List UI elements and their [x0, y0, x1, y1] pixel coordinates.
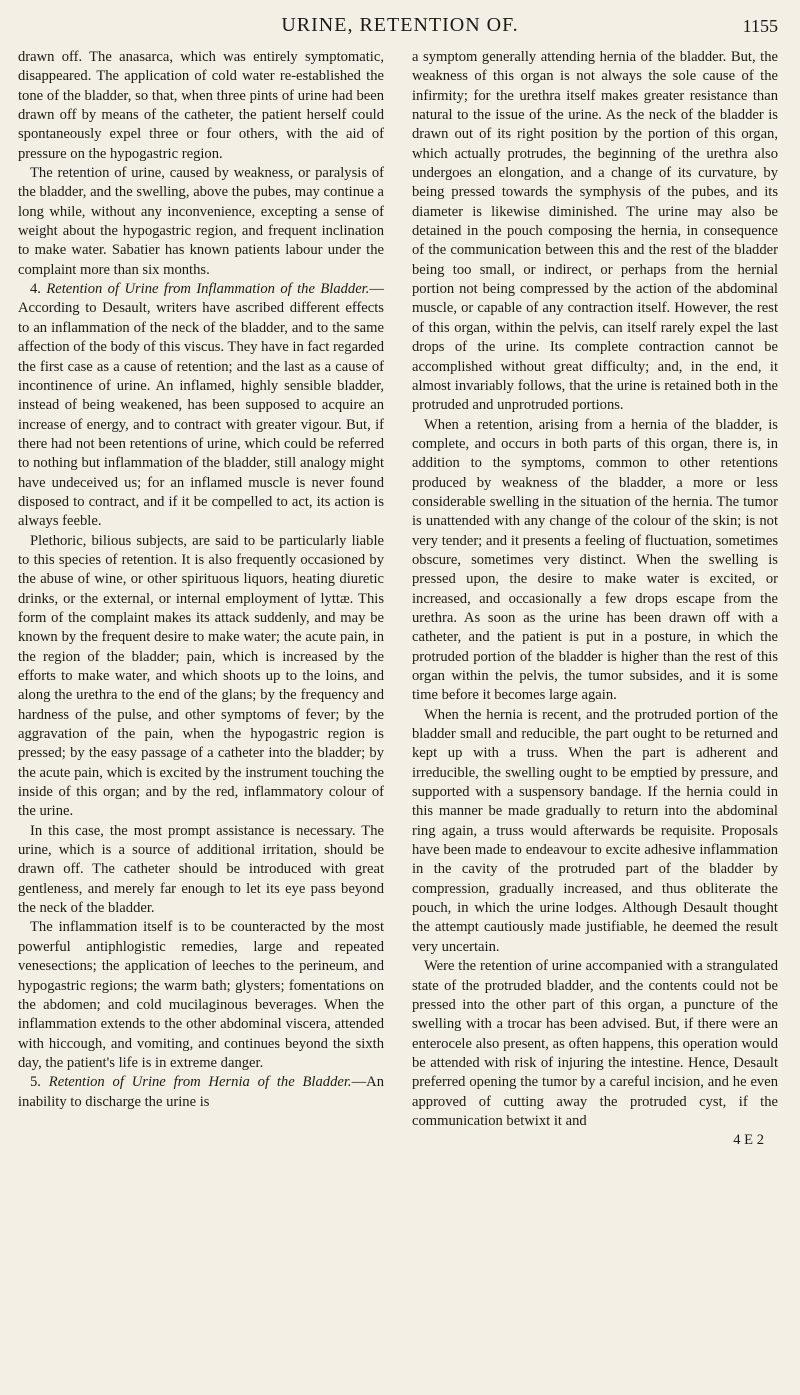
signature-mark: 4 E 2	[733, 1132, 764, 1149]
page-number: 1155	[742, 16, 778, 36]
section-paragraph	[18, 1073, 384, 1112]
section-heading: Retention of Urine from Inflammation of the Bladder.	[46, 281, 370, 298]
paragraph: The retention of urine, caused by weakness, or paralysis of the bladder, and the swelling, above the pubes, may continue a long while, without any inconvenience, excepting a sense of weight about the hypogastric region, and frequent inclination to make water. Sabatier has known patients labour under the complaint more than six months.	[18, 165, 384, 278]
paragraph: The inflammation itself is to be counteracted by the most powerful antiphlogistic remedies, large and repeated venesections; the application of leeches to the perineum, and hypogastric regions; the warm bath; glysters; fomentations on the abdomen; and cold mucilaginous beverages. When the inflammation extends to the other abdominal viscera, attended with hiccough, and vomiting, and continues beyond the sixth day, the patient's life is in extreme danger.	[18, 919, 384, 1071]
section-number: 5.	[30, 1074, 41, 1091]
paragraph: When the hernia is recent, and the protruded portion of the bladder small and reducible, the part ought to be returned and kept up with a truss. When the part is adherent and irreducible, the swelling ought to be emptied by pressure, and supported with a suspensory bandage. If the hernia could in this manner be made gradually to return into the abdominal ring again, a truss would afterwards be requisite. Proposals have been made to endeavour to excite adhesive inflammation in the cavity of the protruded part of the bladder by compression, gradually increased, and thus obliterate the pouch, in which the urine lodges. Although Desault thought the attempt cautiously made justifiable, he deemed the result very uncertain.	[412, 706, 778, 955]
paragraph: In this case, the most prompt assistance is necessary. The urine, which is a source of additional irritation, should be drawn off. The catheter should be introduced with great gentleness, and merely far enough to let its eye pass beyond the neck of the bladder.	[18, 822, 384, 917]
paragraph: Plethoric, bilious subjects, are said to be particularly liable to this species of retention. It is also frequently occasioned by the abuse of wine, or other spirituous liquors, heating diuretic drinks, or the external, or internal employment of lyttæ. This form of the complaint makes its attack suddenly, and may be known by the frequent desire to make water; the acute pain, in the region of the bladder; pain, which is increased by the efforts to make water, and which shoots up to the loins, and along the urethra to the end of the glans; by the frequency and hardness of the pulse, and other symptoms of fever; by the aggravation of the pain, when the hypogastric region is pressed; by the easy passage of a catheter into the bladder; by the acute pain, which is excited by the instrument touching the inside of this organ; and by the red, inflammatory colour of the urine.	[18, 532, 384, 820]
section-paragraph	[18, 280, 384, 531]
left-column	[18, 48, 384, 1112]
page-header	[0, 14, 800, 44]
right-column	[412, 48, 778, 1151]
running-title: URINE, RETENTION OF.	[281, 14, 519, 36]
section-heading: Retention of Urine from Hernia of the Bladder.	[48, 1074, 352, 1091]
paragraph: drawn off. The anasarca, which was entirely symptomatic, disappeared. The application of cold water re-established the tone of the bladder, so that, when three pints of urine had been drawn off by means of the catheter, the patient herself could spontaneously expel three or four others, with the aid of pressure on the hypogastric region.	[18, 49, 384, 162]
paragraph: a symptom generally attending hernia of the bladder. But, the weakness of this organ is not always the sole cause of the infirmity; for the urethra itself makes greater resistance than natural to the issue of the urine. As the neck of the bladder is drawn out of its right position by the portion of this organ, which actually protrudes, the beginning of the urethra also undergoes an elongation, and a change of its curvature, by being pressed towards the symphysis of the pubes, and its diameter is likewise diminished. The urine may also be detained in the pouch composing the hernia, in consequence of the communication between this and the rest of the bladder being too small, or indirect, or perhaps from the hernial portion not being compressed by the action of the abdominal muscle, or capable of any contraction itself. However, the rest of this organ, within the pelvis, can itself rarely expel the last drops of the urine. Its complete contraction cannot be accomplished without great difficulty; and, in the end, it almost invariably follows, that the urine is retained both in the protruded and unprotruded portions.	[412, 49, 778, 414]
section-number: 4.	[30, 281, 41, 298]
section-text: —An inability to discharge the urine is	[18, 1074, 384, 1110]
section-text: —According to Desault, writers have ascribed different effects to an inflammation of the neck of the bladder, and to the same affection of the body of this viscus. They have in fact regarded the first case as a cause of retention; and the last as a cause of incontinence of urine. An inflamed, highly sensible bladder, instead of being weakened, has been supposed to acquire an increase of energy, and to contract with greater vigour. But, if there had not been retentions of urine, which could be referred to nothing but inflammation of the bladder, still analogy might have undeceived us; for an inflamed muscle is never found disposed to contract, and if it be compelled to act, its action is always feeble.	[18, 281, 384, 530]
paragraph: When a retention, arising from a hernia of the bladder, is complete, and occurs in both parts of this organ, there is, in addition to the symptoms, common to other retentions produced by weakness of the bladder, a more or less considerable swelling in the situation of the hernia. The tumor is unattended with any change of the colour of the skin; is not very tender; and it presents a feeling of fluctuation, sometimes obscure, sometimes very distinct. When the swelling is pressed upon, the desire to make water is excited, or increased, and occasionally a few drops escape from the urethra. As soon as the urine has been drawn off with a catheter, and the patient is put in a posture, in which the protruded portion of the bladder is higher than the rest of this organ within the pelvis, the tumor subsides, and it is some time before it becomes large again.	[412, 416, 778, 704]
paragraph: Were the retention of urine accompanied with a strangulated state of the protruded bladder, and the contents could not be pressed into the other part of this organ, a puncture of the swelling with a trocar has been advised. But, if there were an enterocele also present, as often happens, this operation would be attended with risk of injuring the intestine. Hence, Desault preferred opening the tumor by a careful incision, and he even approved of cutting away the protruded cyst, if the communication betwixt it and	[412, 958, 778, 1129]
